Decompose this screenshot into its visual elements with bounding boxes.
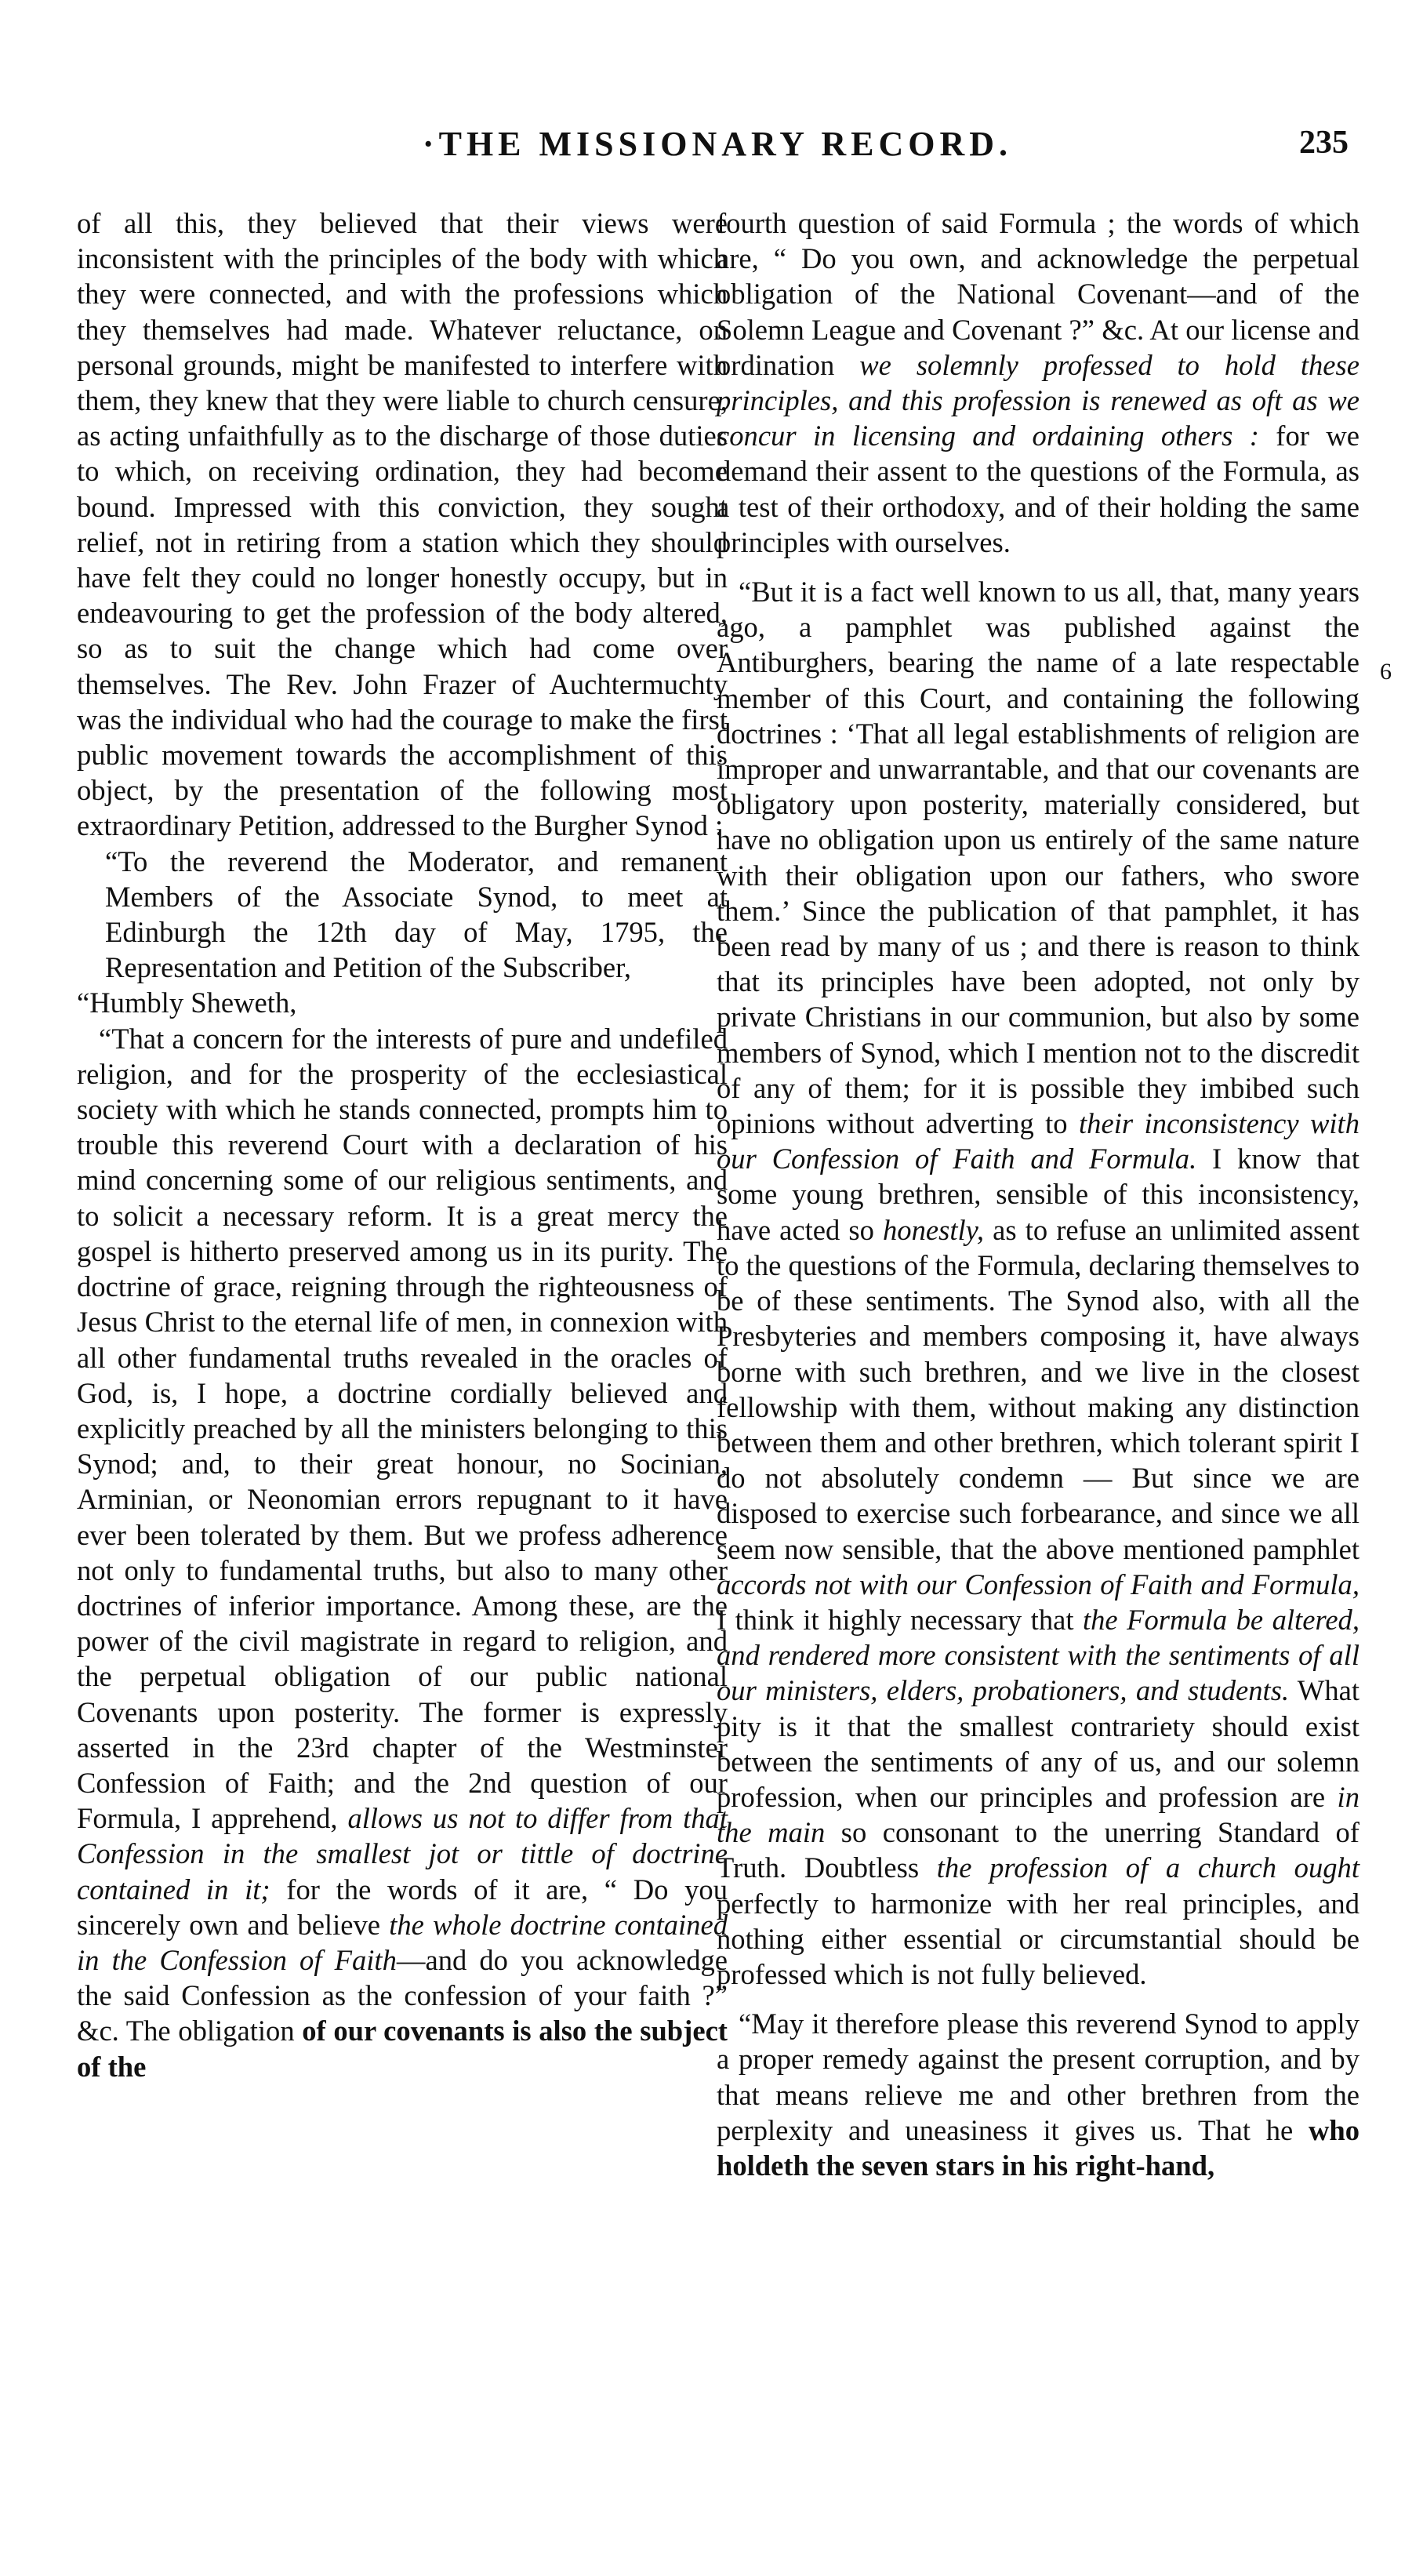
text-run: “But it is a fact well known to us all, that, many years ago, a pamphlet was published against the Antiburghers, bearing the name of a late respectable member of this Court, and containing the following doctrines : ‘That all legal establishments of religion are improper and unwarrantable, and that our covenants are obligatory upon posterity, materially considered, but have no obligation upon us entirely of the same nature with their obligation upon our fathers, who swore them.’ Since the publication of that pamphlet, it has been read by many of us ; and there is reason to think that its principles have been adopted, not only by private Christians in our communion, but also by some members of Synod, which I mention not to the discredit of any of them; for it is possible they imbibed such opinions without adverting to xyxy=(717,576,1359,1140)
italic-run: the whole doctrine contained in the Confession of Faith xyxy=(77,1908,728,1976)
left-column xyxy=(77,205,728,2084)
paragraph xyxy=(717,205,1359,560)
italic-run: we solemnly professed to hold these principles, and this profession is renewed as oft as we concur in licensing and ordaining others : xyxy=(717,348,1359,452)
text-run: for the words of it are, “ Do you sincerely own and believe xyxy=(77,1873,728,1941)
italic-run: accords not with our Confession of Faith and Formula, xyxy=(717,1568,1359,1600)
italic-run: honestly, xyxy=(883,1213,985,1246)
italic-run: their inconsistency with our Confession of Faith and Formula. xyxy=(717,1107,1359,1175)
text-run: What pity is it that the smallest contrariety should exist between the sentiments of any of us, and our solemn profession, when our principles and profession are xyxy=(717,1674,1360,1813)
text-run: perfectly to harmonize with her real principles, and nothing either essential or circumstantial should be professed which is not fully believed. xyxy=(717,1887,1359,1990)
salutation: “Humbly Sheweth, xyxy=(77,986,297,1019)
text-run: so consonant to the unerring Standard of Truth. Doubtless xyxy=(717,1816,1359,1884)
italic-run: in the main xyxy=(717,1780,1359,1849)
text-run: “May it therefore please this reverend Synod to apply a proper remedy against the present corruption, and by that means relieve me and other brethren from the perplexity and uneasiness it gives us. That he xyxy=(717,2007,1359,2146)
text-run: “That a concern for the interests of pure and undefiled religion, and for the prosperity of the ecclesiastical society with which he stands connected, prompts him to trouble this reverend Court with a declaration of his mind concerning some of our religious sentiments, and to solicit a necessary reform. It is a great mercy the gospel is hitherto preserved among us in its purity. The doctrine of grace, reigning through the righteousness of Jesus Christ to the eternal life of men, in connexion with all other fundamental truths revealed in the oracles of God, is, I hope, a doctrine cordially believed and explicitly preached by all the ministers belonging to this Synod; and, to their great honour, no Socinian, Arminian, or Neonomian errors repugnant to it have ever been tolerated by them. But we profess adherence not only to fundamental truths, but also to many other doctrines of inferior importance. Among these, are the power of the civil magistrate in regard to religion, and the perpetual obligation of our public national Covenants upon posterity. The former is expressly asserted in the 23rd chapter of the Westminster Confession of Faith; and the 2nd question of our Formula, I apprehend, xyxy=(77,1022,728,1835)
paragraph xyxy=(717,2006,1359,2183)
text-run-last-line: of our covenants is also the subject of the xyxy=(77,2015,728,2083)
text-run: fourth question of said Formula ; the words of which are, “ Do you own, and acknowledge the perpetual obligation of the National Covenant—and of the Solemn League and Covenant ?” &c. At our license and ordination xyxy=(717,207,1359,381)
petition-paragraph xyxy=(77,1021,728,2084)
address-text: “To the reverend the Moderator, and remanent Members of the Associate Synod, to meet at Edinburgh the 12th day of May, 1795, the Representation and Petition of the Subscriber, xyxy=(105,845,728,984)
text-run: for we demand their assent to the questions of the Formula, as a test of their orthodoxy, and of their holding the same principles with ourselves. xyxy=(717,420,1359,558)
text-run-last-line: who holdeth the seven stars in his right-hand, xyxy=(717,2113,1359,2182)
italic-run: allows us not to differ from that Confession in the smallest jot or tittle of doctrine contained in it; xyxy=(77,1802,728,1906)
paragraph: of all this, they believed that their views were inconsistent with the principles of the body with which they were connected, and with the professions which they themselves had made. Whatever reluctance, on personal grounds, might be manifested to interfere with them, they knew that they were liable to church censure, as acting unfaithfully as to the discharge of those duties to which, on receiving ordination, they had become bound. Impressed with this conviction, they sought relief, not in retiring from a station which they should have felt they could no longer honestly occupy, but in endeavouring to get the profession of the body altered, so as to suit the change which had come over themselves. The Rev. John Frazer of Auchtermuchty was the individual who had the courage to make the first public movement towards the accomplishment of this object, by the presentation of the following most extraordinary Petition, addressed to the Burgher Synod : xyxy=(77,207,728,842)
text-run: —and do you acknowledge the said Confession as the confession of your faith ?” &c. The obligation xyxy=(77,1943,728,2047)
right-column xyxy=(717,205,1359,2183)
text-run: as to refuse an unlimited assent to the questions of the Formula, declaring themselves to be of these sentiments. The Synod also, with all the Presbyteries and members composing it, have always borne with such brethren, and we live in the closest fellowship with them, without making any distinction between them and other brethren, which tolerant spirit I do not absolutely condemn — But since we are disposed to exercise such forbearance, and since we all seem now sensible, that the above mentioned pamphlet xyxy=(717,1213,1359,1565)
italic-run: the Formula be altered, and rendered more consistent with the sentiments of all our ministers, elders, probationers, and students. xyxy=(717,1603,1359,1707)
running-title: ·THE MISSIONARY RECORD. xyxy=(422,125,1013,163)
italic-run: the profession of a church ought xyxy=(936,1851,1359,1884)
margin-mark: 6 xyxy=(1380,659,1392,685)
text-run: I think it highly necessary that xyxy=(717,1603,1074,1636)
paragraph xyxy=(717,574,1359,1992)
petition-address xyxy=(77,844,728,986)
page-header xyxy=(86,124,1349,179)
text-run: I know that some young brethren, sensible of this inconsistency, have acted so xyxy=(717,1143,1359,1246)
page-number: 235 xyxy=(1299,125,1349,161)
